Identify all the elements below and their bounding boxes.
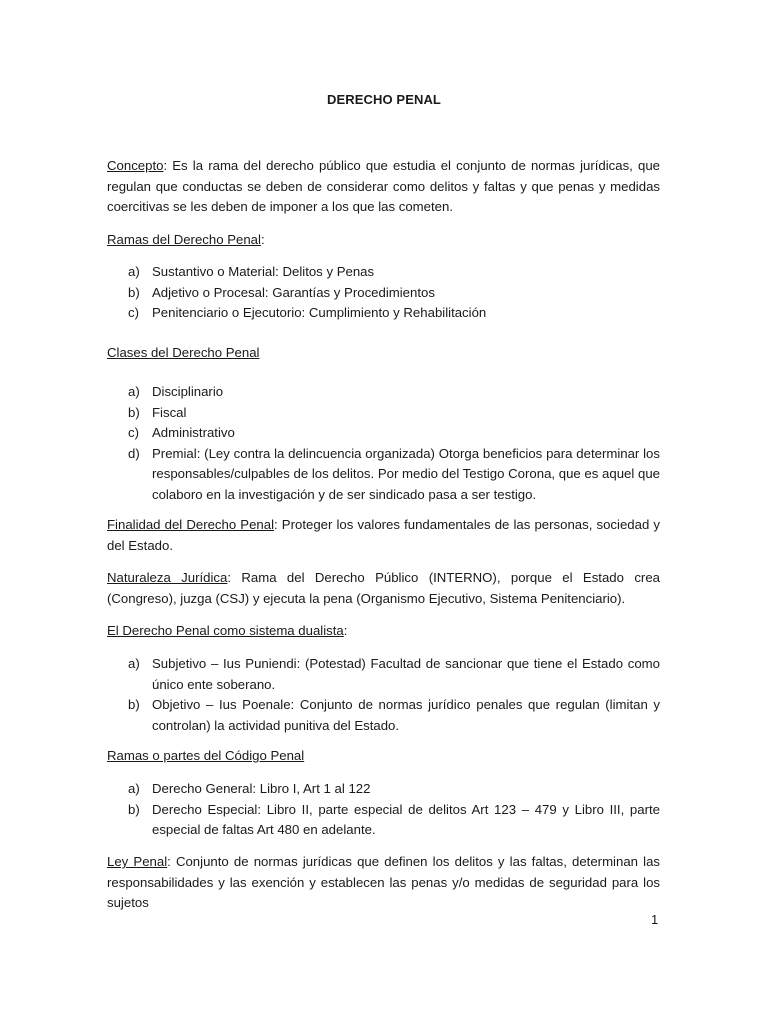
- naturaleza-label: Naturaleza Jurídica: [107, 570, 228, 585]
- list-item: [107, 800, 660, 841]
- list-item: [107, 695, 660, 736]
- ley-penal-label: Ley Penal: [107, 854, 168, 869]
- clases-heading: [107, 343, 660, 364]
- clases-list: [107, 382, 660, 505]
- list-item: [107, 303, 660, 324]
- list-item-text: Disciplinario: [152, 384, 224, 399]
- list-item-text: Premial: (Ley contra la delincuencia organizada) Otorga beneficios para determinar los responsables/culpables de los delitos. Por medio del Testigo Corona, que es aquel que colaboro en la investigación y de ser sindicado pasa a ser testigo.: [152, 445, 660, 502]
- list-marker: c): [128, 305, 139, 320]
- list-item-text: Derecho General: Libro I, Art 1 al 122: [152, 781, 371, 796]
- finalidad-label: Finalidad del Derecho Penal: [107, 517, 275, 532]
- concepto-label: Concepto: [107, 158, 164, 173]
- codigo-list: [107, 779, 660, 841]
- list-marker: c): [128, 425, 139, 440]
- list-item: [107, 262, 660, 283]
- codigo-label: Ramas o partes del Código Penal: [107, 748, 305, 763]
- list-item: [107, 423, 660, 444]
- list-marker: b): [128, 404, 140, 420]
- list-item-text: Derecho Especial: Libro II, parte especial de delitos Art 123 – 479 y Libro III, parte especial de faltas Art 480 en adelante.: [152, 801, 660, 837]
- clases-label: Clases del Derecho Penal: [107, 345, 260, 360]
- naturaleza-paragraph: [107, 568, 660, 609]
- finalidad-paragraph: [107, 515, 660, 556]
- concepto-text: : Es la rama del derecho público que estudia el conjunto de normas jurídicas, que regulan que conductas se deben de considerar como delitos y faltas y que penas y medidas coercitivas se les deben de imponer a los que las cometen.: [107, 158, 660, 214]
- list-marker: d): [128, 445, 140, 461]
- naturaleza-text: : Rama del Derecho Público (INTERNO), porque el Estado crea (Congreso), juzga (CSJ) y ejecuta la pena (Organismo Ejecutivo, Sistema Penitenciario).: [107, 570, 660, 606]
- list-marker: b): [128, 697, 140, 712]
- list-item-text: Objetivo – Ius Poenale: Conjunto de normas jurídico penales que regulan (limitan y controlan) la actividad punitiva del Estado.: [152, 697, 660, 733]
- list-item: [107, 403, 660, 424]
- list-item-text: Penitenciario o Ejecutorio: Cumplimiento y Rehabilitación: [152, 305, 487, 320]
- list-item: [107, 382, 660, 403]
- ley-penal-text: : Conjunto de normas jurídicas que definen los delitos y las faltas, determinan las responsabilidades y las exención y establecen las penas y/o medidas de seguridad para los sujetos: [107, 854, 660, 910]
- list-item: [107, 779, 660, 800]
- finalidad-text: : Proteger los valores fundamentales de las personas, sociedad y del Estado.: [107, 517, 660, 553]
- list-marker: b): [128, 284, 140, 300]
- list-item-text: Subjetivo – Ius Puniendi: (Potestad) Facultad de sancionar que tiene el Estado como único ente soberano.: [152, 656, 660, 692]
- list-item: [107, 444, 660, 506]
- list-item-text: Adjetivo o Procesal: Garantías y Procedimientos: [152, 284, 435, 300]
- dualista-list: [107, 654, 660, 736]
- ramas-label: Ramas del Derecho Penal: [107, 232, 261, 247]
- page-number: 1: [651, 912, 659, 927]
- list-marker: a): [128, 264, 140, 279]
- dualista-label: El Derecho Penal como sistema dualista: [107, 623, 344, 638]
- ramas-list: [107, 262, 660, 324]
- list-item-text: Administrativo: [152, 425, 235, 440]
- list-marker: a): [128, 384, 140, 399]
- concepto-paragraph: [107, 156, 660, 218]
- dualista-heading: [107, 621, 660, 642]
- ramas-heading: [107, 230, 660, 251]
- list-item: [107, 654, 660, 695]
- ley-penal-paragraph: [107, 852, 660, 914]
- list-marker: a): [128, 656, 140, 671]
- list-item-text: Sustantivo o Material: Delitos y Penas: [152, 264, 375, 279]
- list-marker: a): [128, 781, 140, 796]
- list-item: [107, 283, 660, 304]
- list-marker: b): [128, 801, 140, 817]
- codigo-heading: [107, 746, 660, 767]
- list-item-text: Fiscal: [152, 404, 187, 420]
- dualista-suffix: :: [343, 623, 348, 638]
- ramas-suffix: :: [260, 232, 265, 247]
- page-title: DERECHO PENAL: [327, 92, 441, 107]
